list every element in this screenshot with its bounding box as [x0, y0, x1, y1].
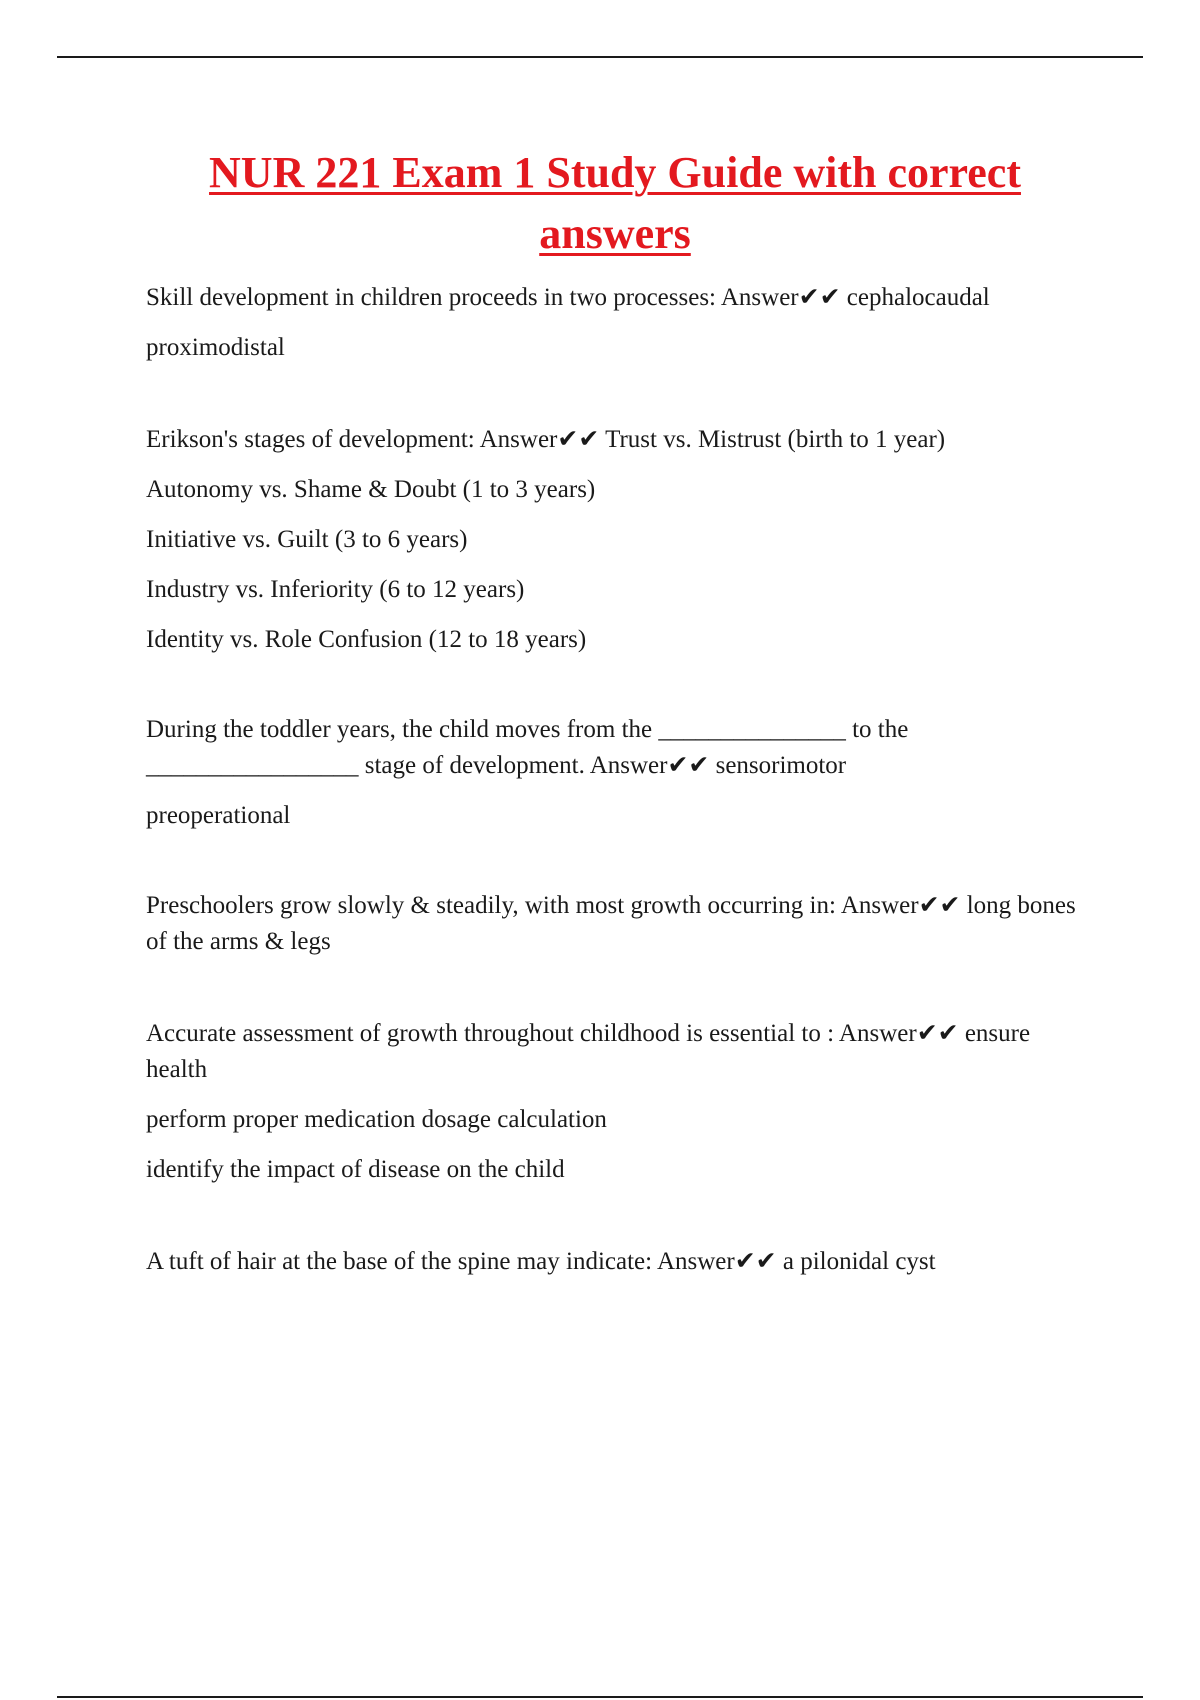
qa-block-4: [146, 888, 1076, 960]
answer-2-3: Industry vs. Inferiority (6 to 12 years): [146, 576, 525, 603]
answer-2-1: Autonomy vs. Shame & Doubt (1 to 3 years): [146, 476, 596, 503]
question-6: A tuft of hair at the base of the spine may indicate: Answer✔✔ a pilonidal cyst: [146, 1248, 936, 1275]
answer-2-4: Identity vs. Role Confusion (12 to 18 years): [146, 626, 587, 653]
answer-1-1: proximodistal: [146, 334, 285, 361]
answer-5-1: perform proper medication dosage calculation: [146, 1106, 607, 1133]
top-rule: [57, 56, 1143, 58]
answer-3-1: preoperational: [146, 802, 291, 829]
answer-5-2: identify the impact of disease on the child: [146, 1156, 565, 1183]
qa-block-3: [146, 712, 1076, 834]
page-title: NUR 221 Exam 1 Study Guide with correct answers: [209, 148, 1021, 258]
question-1: Skill development in children proceeds in two processes: Answer✔✔ cephalocaudal: [146, 284, 990, 311]
study-guide-content: [146, 280, 1076, 1280]
question-4: Preschoolers grow slowly & steadily, with most growth occurring in: Answer✔✔ long bones of the arms & legs: [146, 892, 1076, 955]
answer-2-2: Initiative vs. Guilt (3 to 6 years): [146, 526, 468, 553]
question-3: During the toddler years, the child moves from the _______________ to the _________________ stage of development. Answer✔✔ sensorimotor: [146, 716, 909, 779]
bottom-rule: [57, 1696, 1143, 1698]
qa-block-1: [146, 280, 1076, 366]
question-5: Accurate assessment of growth throughout childhood is essential to : Answer✔✔ ensure health: [146, 1020, 1031, 1083]
qa-block-5: [146, 1016, 1076, 1188]
qa-block-6: [146, 1244, 1076, 1280]
qa-block-2: [146, 422, 1076, 658]
question-2: Erikson's stages of development: Answer✔✔ Trust vs. Mistrust (birth to 1 year): [146, 426, 946, 453]
